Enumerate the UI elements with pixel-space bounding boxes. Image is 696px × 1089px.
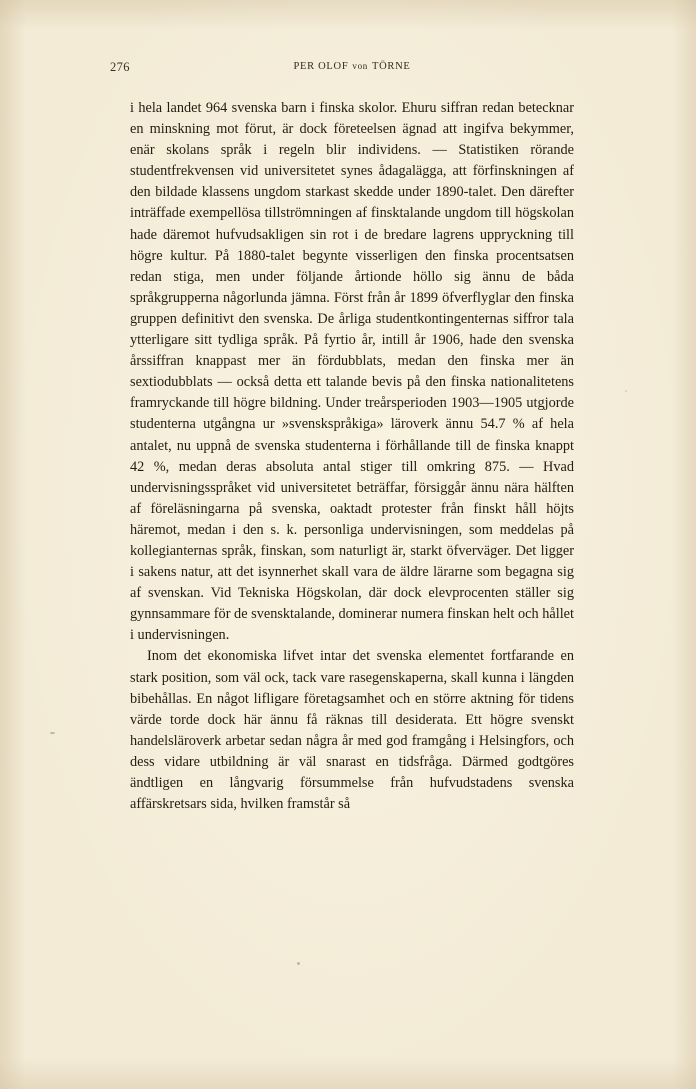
paper-speck <box>297 962 300 965</box>
page-content <box>110 58 574 815</box>
running-head-von: von <box>352 61 368 71</box>
paper-speck <box>50 732 55 734</box>
running-head-title <box>130 58 574 73</box>
paper-speck <box>625 390 627 392</box>
running-head-author: PER OLOF <box>293 61 349 72</box>
body-text <box>130 98 574 815</box>
running-head-surname: TÖRNE <box>372 61 411 72</box>
paragraph-1: i hela landet 964 svenska barn i finska skolor. Ehuru siffran redan betecknar en minskning mot förut, är dock företeelsen ägnad att ingifva bekymmer, enär skolans språk i regeln blir individens. — Statistiken rörande studentfrekvensen vid universitetet synes ådagalägga, att förfinskningen af den bildade klassens ungdom starkast skedde under 1890-talet. Den därefter inträffade exempellösa tillströmningen af finsktalande ungdom till högskolan hade däremot hufvudsakligen sin rot i de bredare lagrens uppryckning till högre kultur. På 1880-talet begynte visserligen den finska procentsatsen redan stiga, men under följande årtionde höllo sig ännu de båda språkgrupperna någorlunda jämna. Först från år 1899 öfverflyglar den finska gruppen definitivt den svenska. De årliga studentkontingenternas siffror tala ytterligare sitt tydliga språk. På fyrtio år, intill år 1906, hade den svenska årssiffran knappast mer än fördubblats, medan den finska mer än sextiodubblats — också detta ett talande bevis på den finska nationalitetens framryckande till högre bildning. Under treårsperioden 1903—1905 utgjorde studenterna utgångna ur »svenskspråkiga» läroverk ännu 54.7 % af hela antalet, nu uppnå de svenska studenterna i förhållande till de finska knappt 42 %, medan deras absoluta antal stiger till omkring 875. — Hvad undervisningsspråket vid universitetet beträffar, försiggår ännu nära hälften af föreläsningarna på svenska, oaktadt protester från finskt håll höjts häremot, medan i den s. k. personliga undervisningen, som meddelas på kollegianternas språk, finskan, som naturligt är, starkt öfverväger. Det ligger i sakens natur, att det isynnerhet skall vara de äldre lärarne som begagna sig af svenskan. Vid Tekniska Högskolan, där dock elevprocenten ställer sig gynnsammare för de svensktalande, dominerar numera finskan helt och hållet i undervisningen. <box>130 100 574 644</box>
page-number: 276 <box>110 60 130 74</box>
paragraph-2: Inom det ekonomiska lifvet intar det svenska elementet fortfarande en stark position, som väl ock, tack vare rasegenskaperna, skall kunna i längden bibehållas. En något lifligare företagsamhet och en större aktning för tidens värde torde dock här ännu få räknas till desiderata. Ett högre svenskt handelsläroverk arbetar sedan några år med god framgång i Helsingfors, och dess vidare utbildning är väl snarast en tidsfråga. Därmed godtgöres ändtligen en långvarig försummelse från hufvudstadens svenska affärskretsars sida, hvilken framstår så <box>130 648 574 813</box>
running-head <box>110 58 574 80</box>
